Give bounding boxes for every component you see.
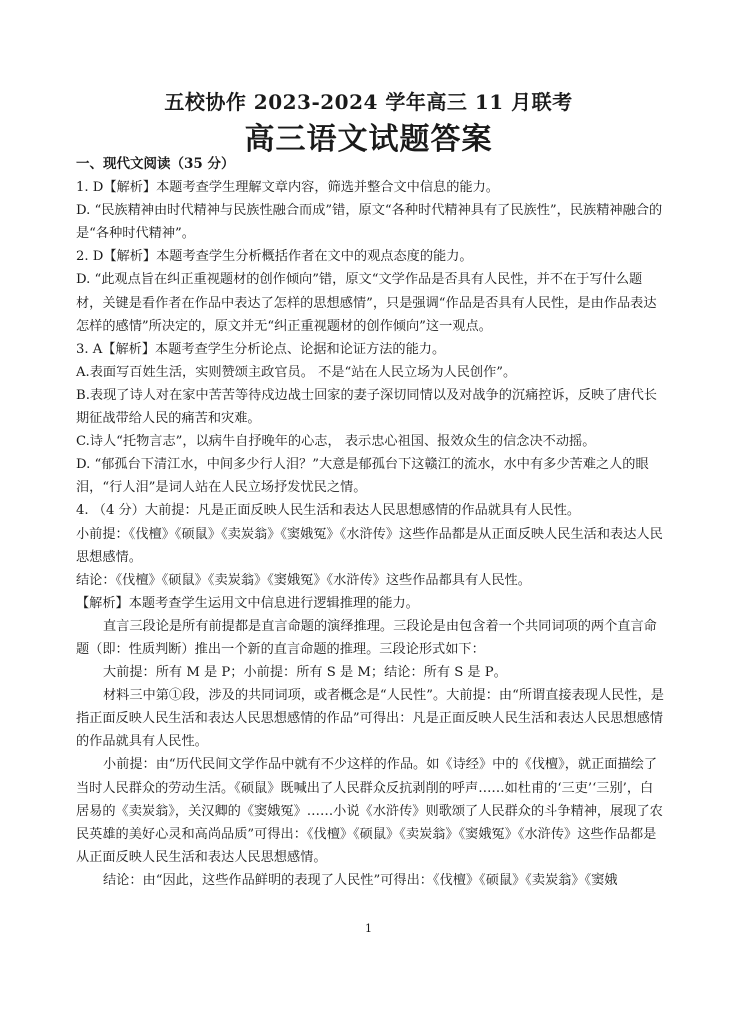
q2-explanation: D. “此观点旨在纠正重视题材的创作倾向”错，原文“文学作品是否具有人民性，并不在于写什么题材，关键是看作者在作品中表达了怎样的思想感情”，只是强调“作品是否具有人民性，是由作品表达怎样的感情”所决定的，原文并无“纠正重视题材的创作倾向”这一观点。	[76, 272, 657, 334]
q3-answer: 3. A【解析】本题考查学生分析论点、论据和论证方法的能力。	[76, 341, 446, 357]
syllogism-definition: 直言三段论是所有前提都是直言命题的演绎推理。三段论是由包含着一个共同词项的两个直言命题（即：性质判断）推出一个新的直言命题的推理。三段论形式如下：	[76, 618, 657, 657]
q3-option-c: C.诗人“托物言志”，以病牛自抒晚年的心志， 表示忠心祖国、报效众生的信念决不动摇。	[76, 434, 596, 450]
q1-answer: 1. D【解析】本题考查学生理解文章内容，筛选并整合文中信息的能力。	[76, 180, 499, 196]
q4-major-premise: 4. （4 分）大前提：凡是正面反映人民生活和表达人民思想感情的作品就具有人民性。	[76, 503, 581, 519]
q4-analysis-label: 【解析】本题考查学生运用文中信息进行逻辑推理的能力。	[76, 595, 419, 611]
minor-premise-analysis: 小前提：由“历代民间文学作品中就有不少这样的作品。如《诗经》中的《伐檀》，就正面描绘了当时人民群众的劳动生活。《硕鼠》既喊出了人民群众反抗剥削的呼声……如杜甫的‘三吏’‘三别’，白居易的《卖炭翁》，关汉卿的《窦娥冤》……小说《水浒传》则歌颂了人民群众的斗争精神，展现了农民英雄的美好心灵和高尚品质”可得出：《伐檀》《硕鼠》《卖炭翁》《窦娥冤》《水浒传》这些作品都是从正面反映人民生活和表达人民思想感情。	[76, 757, 663, 865]
q3-option-b: B.表现了诗人对在家中苦苦等待戍边战士回家的妻子深切同情以及对战争的沉痛控诉，反映了唐代长期征战带给人民的痛苦和灾难。	[76, 387, 657, 427]
page-number: 1	[365, 922, 372, 935]
major-premise-analysis: 材料三中第①段，涉及的共同词项，或者概念是“人民性”。大前提：由“所谓直接表现人民性，是指正面反映人民生活和表达人民思想感情的作品”可得出：凡是正面反映人民生活和表达人民思想感情的作品就具有人民性。	[76, 688, 664, 750]
syllogism-form: 大前提：所有 M 是 P；小前提：所有 S 是 M；结论：所有 S 是 P。	[103, 665, 507, 681]
section-heading: 一、现代文阅读（35 分）	[76, 156, 235, 172]
q4-conclusion: 结论：《伐檀》《硕鼠》《卖炭翁》《窦娥冤》《水浒传》这些作品都具有人民性。	[76, 572, 531, 588]
q1-explanation: D. “民族精神由时代精神与民族性融合而成”错，原文“各种时代精神具有了民族性”，民族精神融合的是“各种时代精神”。	[76, 203, 663, 242]
q3-option-d: D. “郁孤台下清江水，中间多少行人泪？”大意是郁孤台下这赣江的流水，水中有多少苦难之人的眼泪，“行人泪”是词人站在人民立场抒发忧民之情。	[76, 457, 649, 496]
conclusion-analysis: 结论：由“因此，这些作品鲜明的表现了人民性”可得出：《伐檀》《硕鼠》《卖炭翁》《窦娥	[103, 872, 618, 888]
q2-answer: 2. D【解析】本题考查学生分析概括作者在文中的观点态度的能力。	[76, 249, 473, 265]
answer-title: 高三语文试题答案	[244, 122, 493, 157]
answer-body	[76, 153, 666, 892]
q4-minor-premise: 小前提：《伐檀》《硕鼠》《卖炭翁》《窦娥冤》《水浒传》这些作品都是从正面反映人民生活和表达人民思想感情。	[76, 526, 663, 565]
exam-title: 五校协作 2023-2024 学年高三 11 月联考	[164, 90, 573, 114]
q3-option-a: A.表面写百姓生活，实则赞颂主政官员。 不是“站在人民立场为人民创作”。	[76, 364, 517, 380]
